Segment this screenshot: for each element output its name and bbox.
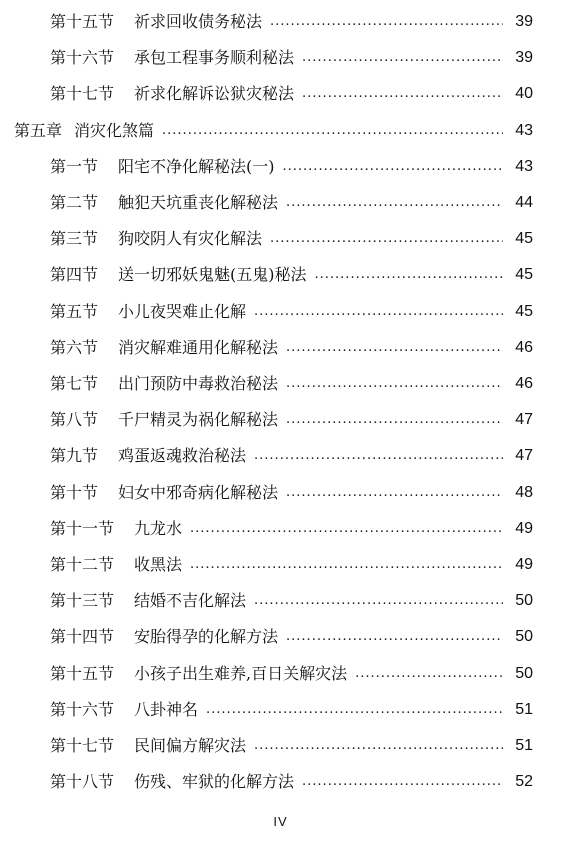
- toc-title: 出门预防中毒救治秘法: [118, 374, 279, 393]
- toc-row[interactable]: [50, 406, 533, 434]
- dot-leader: [302, 80, 503, 108]
- toc-row[interactable]: [50, 44, 533, 72]
- toc-number: 第一节: [50, 156, 99, 176]
- toc-title: 小儿夜哭难止化解: [118, 301, 247, 321]
- toc-row[interactable]: [50, 442, 533, 470]
- dot-leader: [270, 8, 503, 36]
- toc-number: 第二节: [50, 193, 99, 212]
- dot-leader: [190, 515, 503, 543]
- dot-leader: [315, 261, 503, 289]
- toc-number: 第十五节: [50, 12, 115, 31]
- toc-page-number: 52: [515, 773, 533, 791]
- toc-row[interactable]: [50, 80, 533, 108]
- dot-leader: [286, 623, 503, 651]
- toc-page-number: 39: [515, 49, 533, 67]
- toc-row[interactable]: [50, 153, 533, 181]
- toc-number: 第十六节: [50, 48, 115, 68]
- toc-title: 收黑法: [134, 555, 183, 574]
- toc-row[interactable]: [50, 334, 533, 362]
- dot-leader: [286, 189, 503, 217]
- toc-page-number: 46: [515, 338, 533, 356]
- toc-number: 第十三节: [50, 591, 115, 611]
- toc-number: 第十七节: [50, 736, 115, 755]
- toc-title: 九龙水: [134, 518, 183, 538]
- toc-title: 伤残、牢狱的化解方法: [134, 772, 295, 792]
- toc-page-number: 47: [515, 447, 533, 465]
- toc-row[interactable]: [50, 587, 533, 615]
- toc-title: 消灾化煞篇: [74, 120, 155, 140]
- dot-leader: [302, 768, 503, 796]
- toc-page-number: 44: [515, 194, 533, 211]
- toc-row[interactable]: [14, 117, 533, 145]
- toc-row[interactable]: [50, 261, 533, 289]
- toc-number: 第十一节: [50, 518, 115, 538]
- toc-title: 送一切邪妖鬼魅(五鬼)秘法: [118, 265, 307, 285]
- toc-number: 第六节: [50, 337, 99, 357]
- dot-leader: [254, 442, 503, 470]
- toc-page-number: 39: [515, 13, 533, 30]
- toc-page-number: 50: [515, 664, 533, 682]
- dot-leader: [286, 406, 503, 434]
- toc-number: 第五节: [50, 301, 99, 321]
- toc-number: 第十节: [50, 482, 99, 502]
- toc-number: 第十七节: [50, 84, 115, 104]
- toc-row[interactable]: [50, 732, 533, 760]
- toc-page-number: 51: [515, 737, 533, 754]
- dot-leader: [270, 225, 503, 253]
- toc-page-number: 45: [515, 230, 533, 248]
- dot-leader: [206, 696, 503, 724]
- toc-title: 小孩子出生难养,百日关解灾法: [134, 663, 348, 683]
- dot-leader: [254, 732, 503, 760]
- toc-page-number: 51: [515, 700, 533, 718]
- toc-title: 千尸精灵为祸化解秘法: [118, 410, 279, 430]
- toc-title: 触犯天坑重丧化解秘法: [118, 193, 279, 212]
- toc-title: 鸡蛋返魂救治秘法: [118, 446, 247, 466]
- toc-title: 阳宅不净化解秘法(一): [118, 156, 275, 176]
- toc-number: 第三节: [50, 229, 99, 249]
- toc-title: 消灾解难通用化解秘法: [118, 337, 279, 357]
- toc-row[interactable]: [50, 623, 533, 651]
- toc-row[interactable]: [50, 660, 533, 688]
- dot-leader: [190, 551, 503, 579]
- toc-number: 第十六节: [50, 699, 115, 719]
- toc-title: 祈求化解诉讼狱灾秘法: [134, 84, 295, 104]
- toc-page-number: 48: [515, 483, 533, 501]
- toc-row[interactable]: [50, 515, 533, 543]
- toc-title: 妇女中邪奇病化解秘法: [118, 482, 279, 502]
- toc-page-number: 49: [515, 556, 533, 573]
- dot-leader: [162, 117, 503, 145]
- toc-page-number: 45: [515, 302, 533, 320]
- page-footer-number: IV: [273, 814, 288, 829]
- toc-number: 第十二节: [50, 555, 115, 574]
- toc-page-number: 40: [515, 85, 533, 103]
- toc-row[interactable]: [50, 189, 533, 217]
- dot-leader: [286, 479, 503, 507]
- toc-page-number: 43: [515, 157, 533, 175]
- toc-page-number: 47: [515, 411, 533, 429]
- toc-number: 第十五节: [50, 663, 115, 683]
- dot-leader: [286, 334, 503, 362]
- toc-number: 第八节: [50, 410, 99, 430]
- toc-title: 八卦神名: [134, 699, 199, 719]
- dot-leader: [286, 370, 503, 398]
- dot-leader: [302, 44, 503, 72]
- toc-title: 狗咬阴人有灾化解法: [118, 229, 263, 249]
- toc-row[interactable]: [50, 768, 533, 796]
- dot-leader: [283, 153, 503, 181]
- toc-title: 结婚不吉化解法: [134, 591, 247, 611]
- toc-row[interactable]: [50, 225, 533, 253]
- toc-row[interactable]: [50, 8, 533, 36]
- toc-row[interactable]: [50, 298, 533, 326]
- toc-page-number: 43: [515, 121, 533, 139]
- toc-number: 第七节: [50, 374, 99, 393]
- toc-number: 第十四节: [50, 627, 115, 647]
- toc-number: 第九节: [50, 446, 99, 466]
- toc-title: 承包工程事务顺利秘法: [134, 48, 295, 68]
- toc-page-number: 46: [515, 375, 533, 392]
- toc-number: 第十八节: [50, 772, 115, 792]
- toc-row[interactable]: [50, 370, 533, 398]
- toc-number: 第四节: [50, 265, 99, 285]
- toc-page-number: 50: [515, 628, 533, 646]
- toc-row[interactable]: [50, 551, 533, 579]
- toc-row[interactable]: [50, 479, 533, 507]
- toc-title: 民间偏方解灾法: [134, 736, 247, 755]
- dot-leader: [254, 298, 503, 326]
- toc-number: 第五章: [14, 120, 63, 140]
- dot-leader: [254, 587, 503, 615]
- toc-page-number: 50: [515, 592, 533, 610]
- toc-title: 安胎得孕的化解方法: [134, 627, 279, 647]
- dot-leader: [355, 660, 503, 688]
- toc-page-number: 45: [515, 266, 533, 284]
- toc-page-number: 49: [515, 519, 533, 537]
- toc-row[interactable]: [50, 696, 533, 724]
- toc-title: 祈求回收债务秘法: [134, 12, 263, 31]
